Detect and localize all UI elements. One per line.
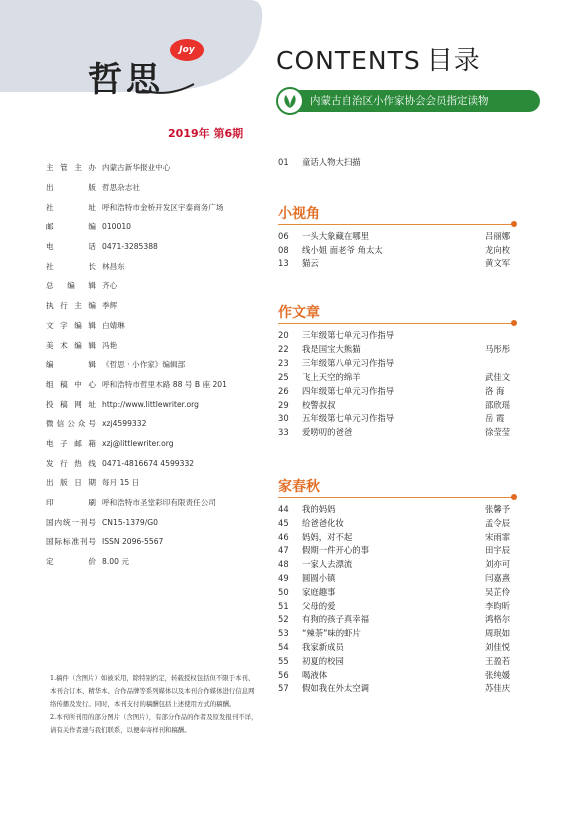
toc-author: 邵欣瑶	[485, 399, 511, 410]
toc-author: 张纯媛	[485, 669, 511, 680]
credit-label: 国际标准刊号	[46, 537, 96, 547]
note-1: 1.稿件（含图片）如被采用，除特别约定，转载授权包括但不限于本刊、本刊合订本、精华本、合作品牌等系列媒体以及本刊合作媒体进行信息网络传播及发行。同时，本刊支付的稿酬包括上述使用方式的稿酬。	[50, 674, 255, 708]
toc-title: 飞上天空的绵羊	[302, 371, 361, 382]
imprint-page	[0, 0, 264, 820]
credit-label: 出版	[46, 183, 96, 193]
toc-row[interactable]	[278, 411, 523, 425]
credit-value: 010010	[102, 222, 131, 232]
toc-row[interactable]	[278, 155, 523, 169]
toc-row[interactable]	[278, 425, 523, 439]
toc-title: 校警叔叔	[302, 399, 336, 410]
credit-value: 每月 15 日	[102, 478, 140, 488]
credit-label: 编辑	[46, 360, 96, 370]
toc-page-number: 48	[278, 559, 289, 570]
credit-row	[46, 316, 258, 336]
logo-badge: Joy	[170, 39, 204, 61]
note-2: 2.本刊所刊用的部分图片（含图片），有部分作品的作者及原发报刊不详，请有关作者速与我们联系，以便奉寄样刊和稿酬。	[50, 713, 258, 734]
toc-author: 黄文军	[485, 258, 511, 269]
credit-row	[46, 296, 258, 316]
credit-value: ISSN 2096-5567	[102, 537, 164, 547]
toc-page-number: 25	[278, 371, 289, 382]
contents-en: CONTENTS	[276, 46, 421, 75]
toc-row[interactable]	[278, 668, 523, 682]
toc-row[interactable]	[278, 612, 523, 626]
toc-page-number: 08	[278, 244, 289, 255]
toc-title: 三年级第八单元习作指导	[302, 357, 395, 368]
section-header	[278, 302, 523, 322]
credit-label: 国内统一刊号	[46, 517, 96, 527]
toc-page-number: 56	[278, 669, 289, 680]
toc-page-number: 47	[278, 545, 289, 556]
credit-row	[46, 493, 258, 513]
toc-page-number: 22	[278, 343, 289, 354]
credit-value: CN15-1379/G0	[102, 517, 158, 527]
toc-author: 苏佳庆	[485, 683, 511, 694]
toc-row[interactable]	[278, 530, 523, 544]
credit-row	[46, 178, 258, 198]
toc-author: 吴芷伶	[485, 586, 511, 597]
section-header	[278, 203, 523, 223]
credit-row	[46, 532, 258, 552]
toc-row[interactable]	[278, 398, 523, 412]
toc-page-number: 57	[278, 683, 289, 694]
toc-row[interactable]	[278, 384, 523, 398]
toc-author: 武佳文	[485, 371, 511, 382]
credit-value: 0471-4816674 4599332	[102, 458, 195, 468]
toc-row[interactable]	[278, 640, 523, 654]
toc-title: 喝液体	[302, 669, 328, 680]
toc-author: 龙向枚	[485, 244, 511, 255]
credit-row	[46, 375, 258, 395]
toc-page-number: 46	[278, 531, 289, 542]
credit-row	[46, 276, 258, 296]
toc-title: 四年级第七单元习作指导	[302, 385, 395, 396]
banner-text: 内蒙古自治区小作家协会会员指定读物	[310, 95, 489, 107]
credit-row	[46, 512, 258, 532]
toc-row[interactable]	[278, 626, 523, 640]
toc-title: 圆圆小镇	[302, 573, 336, 583]
section-title: 作文章	[278, 305, 320, 321]
credit-label: 执行主编	[46, 301, 96, 311]
toc-page-number: 01	[278, 157, 289, 167]
credit-value: xzj@littlewriter.org	[102, 438, 174, 448]
credit-value: 内蒙古新华报业中心	[102, 163, 171, 173]
toc-title: 三年级第七单元习作指导	[302, 330, 395, 340]
toc-page-number: 52	[278, 614, 289, 625]
section-dot-icon	[511, 320, 517, 326]
toc-page-number: 33	[278, 427, 289, 438]
toc-author: 王盈若	[485, 655, 511, 666]
toc-row[interactable]	[278, 543, 523, 557]
toc-author: 张馨予	[485, 504, 511, 514]
section-divider	[278, 497, 514, 498]
toc-page-number: 13	[278, 258, 289, 269]
credit-value: xzj4599332	[102, 419, 147, 429]
credit-row	[46, 158, 258, 178]
credit-value: http://www.littlewriter.org	[102, 399, 199, 409]
toc-title: 童话人物大扫描	[302, 157, 361, 167]
toc-title: 假期一件开心的事	[302, 545, 369, 556]
toc-row[interactable]	[278, 243, 523, 257]
credit-row	[46, 237, 258, 257]
toc-title: 线小姐 面老爷 角太太	[302, 244, 383, 255]
credit-label: 定价	[46, 557, 96, 567]
section-title: 小视角	[278, 206, 320, 222]
credit-label: 社址	[46, 202, 96, 212]
toc-author: 刘佳悦	[485, 642, 511, 652]
credit-label: 出版日期	[46, 478, 96, 488]
toc-title: 我是国宝大熊猫	[302, 343, 361, 354]
toc-page-number: 06	[278, 231, 289, 241]
toc-row[interactable]	[278, 256, 523, 270]
toc-author: 闫嘉熹	[485, 573, 511, 583]
toc-row[interactable]	[278, 370, 523, 384]
toc-page-number: 49	[278, 573, 289, 583]
section-divider	[278, 224, 514, 225]
toc-author: 李昀昕	[485, 600, 511, 611]
contents-zh: 目录	[426, 46, 481, 76]
toc-title: “辣荼”味的虾片	[302, 628, 361, 639]
credit-value: 呼和浩特市圣堂彩印有限责任公司	[102, 498, 216, 508]
credit-row	[46, 453, 258, 473]
toc-author: 刘亦可	[485, 559, 511, 570]
toc-title: 我的妈妈	[302, 504, 336, 514]
toc-author: 宋雨霏	[485, 531, 511, 542]
credit-row	[46, 355, 258, 375]
credit-value: 呼和浩特市金桥开发区宇泰商务广场	[102, 202, 224, 212]
toc-title: 一家人去漂流	[302, 559, 353, 570]
credit-label: 美术编辑	[46, 340, 96, 350]
toc-row[interactable]	[278, 599, 523, 613]
credit-row	[46, 256, 258, 276]
toc-page-number: 26	[278, 385, 289, 396]
toc-row[interactable]	[278, 342, 523, 356]
toc-author: 徐莹莹	[485, 427, 511, 438]
toc-title: 父母的爱	[302, 600, 336, 611]
toc-author: 周珉如	[485, 628, 511, 639]
toc-page-number: 30	[278, 413, 289, 424]
credit-row	[46, 552, 258, 572]
magazine-logo: 哲思	[88, 60, 164, 100]
toc-page-number: 23	[278, 357, 289, 368]
toc-page-number: 44	[278, 504, 289, 514]
credit-label: 电话	[46, 242, 96, 252]
toc-page-number: 29	[278, 399, 289, 410]
credit-value: 齐心	[102, 281, 118, 291]
toc-title: 有狗的孩子真幸福	[302, 614, 369, 625]
credit-value: 冯艳	[102, 340, 118, 350]
credit-label: 文字编辑	[46, 320, 96, 330]
toc-page-number: 45	[278, 517, 289, 528]
toc-author: 吕丽娜	[485, 231, 511, 241]
credit-value: 白婧琳	[102, 320, 125, 330]
toc-page-number: 54	[278, 642, 289, 652]
credit-row	[46, 414, 258, 434]
toc-author: 孟令辰	[485, 517, 511, 528]
section-divider	[278, 323, 514, 324]
section-dot-icon	[511, 494, 517, 500]
section-header	[278, 476, 523, 496]
credit-value: 0471-3285388	[102, 242, 158, 252]
toc-row[interactable]	[278, 585, 523, 599]
credit-label: 印刷	[46, 498, 96, 508]
credit-label: 微信公众号	[46, 419, 96, 429]
credit-label: 社长	[46, 261, 96, 271]
credit-value: 哲思杂志社	[102, 183, 140, 193]
contents-title	[276, 40, 481, 77]
credit-label: 组稿中心	[46, 379, 96, 389]
toc-row[interactable]	[278, 229, 523, 243]
section-dot-icon	[511, 221, 517, 227]
credit-label: 邮编	[46, 222, 96, 232]
toc-row[interactable]	[278, 557, 523, 571]
credit-value: 林昌东	[102, 261, 125, 271]
toc-page-number: 20	[278, 330, 289, 340]
toc-page-number: 51	[278, 600, 289, 611]
toc-author: 田宇辰	[485, 545, 511, 556]
credit-row	[46, 473, 258, 493]
toc-row[interactable]	[278, 654, 523, 668]
toc-author: 洛 海	[485, 385, 505, 396]
toc-author: 鸿格尔	[485, 614, 511, 625]
toc-row[interactable]	[278, 356, 523, 370]
credit-row	[46, 394, 258, 414]
toc-page-number: 50	[278, 586, 289, 597]
toc-page-number: 55	[278, 655, 289, 666]
credit-value: 8.00 元	[102, 557, 129, 567]
toc-author: 马彤彤	[485, 343, 511, 354]
toc-title: 猫云	[302, 258, 319, 269]
toc-title: 假如我在外太空调	[302, 683, 369, 694]
toc-title: 初夏的校园	[302, 655, 344, 666]
toc-title: 我家新成员	[302, 642, 344, 652]
toc-row[interactable]	[278, 328, 523, 342]
toc-title: 爱唠叨的爸爸	[302, 427, 353, 438]
banner	[278, 90, 540, 112]
copyright-notes	[50, 672, 258, 737]
toc-row[interactable]	[278, 681, 523, 695]
credit-label: 电子邮箱	[46, 438, 96, 448]
credit-row	[46, 217, 258, 237]
toc-title: 妈妈，对不起	[302, 531, 353, 542]
toc-page-number: 53	[278, 628, 289, 639]
toc-row[interactable]	[278, 571, 523, 585]
credit-label: 总编辑	[46, 281, 96, 291]
credit-value: 《哲思 · 小作家》编辑部	[102, 360, 186, 370]
credit-value: 季辉	[102, 301, 118, 311]
credit-value: 呼和浩特市哲里木路 88 号 B 座 201	[102, 379, 227, 389]
credit-label: 投稿网址	[46, 399, 96, 409]
credit-row	[46, 434, 258, 454]
credits-list	[46, 158, 258, 571]
toc-author: 岳 霞	[485, 413, 505, 424]
swoosh-icon	[140, 82, 196, 96]
toc-title: 家庭趣事	[302, 586, 336, 597]
toc-row[interactable]	[278, 516, 523, 530]
credit-row	[46, 197, 258, 217]
credit-label: 发行热线	[46, 458, 96, 468]
toc-title: 给爸爸化妆	[302, 517, 344, 528]
toc-title: 五年级第七单元习作指导	[302, 413, 395, 424]
issue-label: 2019年 第6期	[168, 127, 244, 140]
toc-title: 一头大象藏在哪里	[302, 231, 369, 241]
leaf-logo-icon	[276, 87, 304, 115]
credit-row	[46, 335, 258, 355]
toc-row[interactable]	[278, 502, 523, 516]
section-title: 家春秋	[278, 479, 320, 495]
credit-label: 主管主办	[46, 163, 96, 173]
